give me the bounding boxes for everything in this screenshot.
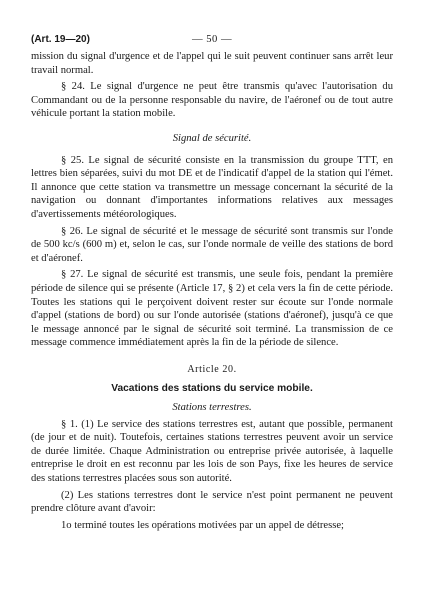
paragraph-s2: (2) Les stations terrestres dont le service n'est point permanent ne peuvent prendre clôture avant d'avoir:: [31, 489, 393, 515]
paragraph-continuation: mission du signal d'urgence et de l'appel qui le suit peuvent continuer sans arrêt leur travail normal.: [31, 51, 393, 76]
paragraph-26: § 26. Le signal de sécurité et le message de sécurité sont transmis sur l'onde de 500 kc/s (600 m) et, selon le cas, sur l'onde normale de veille des stations de bord et d'aéronef.: [31, 225, 393, 264]
paragraph-s1: § 1. (1) Le service des stations terrestres est, autant que possible, permanent (de jour et de nuit). Toutefois, certaines stations terrestres peuvent avoir un service de durée limitée. Chaque Administration ou entreprise privée autorisée, à laquelle entreprise le droit en est reconnu par les lois de son Pays, fixe les heures de service des stations terrestres placées sous son autorité.: [31, 418, 393, 485]
article-subtitle: Vacations des stations du service mobile.: [111, 383, 313, 395]
document-page: [31, 33, 393, 532]
paragraph-25: § 25. Le signal de sécurité consiste en la transmission du groupe TTT, en lettres bien séparées, suivi du mot DE et de l'indicatif d'appel de la station qui l'émet. Il annonce que cette station va transmettre un message concernant la sécurité de la navigation ou donnant d'importantes informations relatives aux messages d'avertissements météorologiques.: [31, 154, 393, 220]
page-header: [31, 33, 393, 50]
paragraph-27: § 27. Le signal de sécurité est transmis, une seule fois, pendant la première période de silence qui se présente (Article 17, § 2) et cela vers la fin de cette période. Toutes les stations qui le perçoivent doivent rester sur écoute sur l'onde normale d'appel (stations de bord) ou sur l'onde autorisée (stations d'aéronef), jusqu'à ce que le message annoncé par le signal de sécurité soit terminé. La transmission de ce message commence immédiatement après la fin de la période de silence.: [31, 269, 393, 349]
paragraph-s3: 1o terminé toutes les opérations motivées par un appel de détresse;: [61, 519, 345, 531]
article-title: Article 20.: [187, 363, 237, 375]
article-subsection-title: Stations terrestres.: [172, 402, 252, 414]
paragraph-24: § 24. Le signal d'urgence ne peut être transmis qu'avec l'autorisation du Commandant ou de la personne responsable du navire, de l'aéronef ou de tout autre véhicule portant la station mobile.: [31, 81, 393, 120]
article-reference: (Art. 19—20): [31, 34, 90, 45]
page-number: — 50 —: [191, 34, 233, 45]
section-title: Signal de sécurité.: [172, 132, 252, 144]
